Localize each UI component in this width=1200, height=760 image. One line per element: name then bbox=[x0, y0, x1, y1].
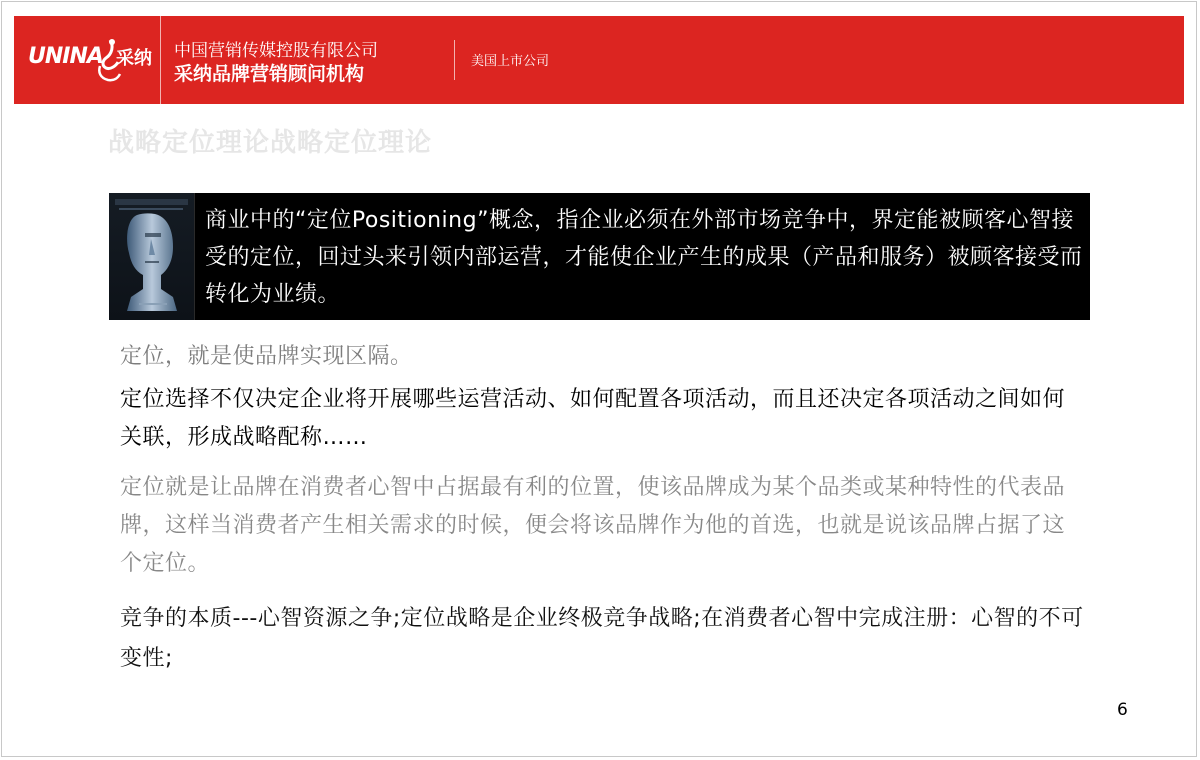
logo-chinese-text: 采纳 bbox=[116, 48, 152, 69]
listed-badge: 美国上市公司 bbox=[471, 54, 550, 69]
header-banner bbox=[14, 16, 1184, 104]
paragraph-strategic-fit: 定位选择不仅决定企业将开展哪些运营活动、如何配置各项活动，而且还决定各项活动之间如何关联，形成战略配称…… bbox=[120, 387, 1066, 450]
logo-latin-text: UNINA bbox=[28, 44, 103, 69]
head-sculpture-image bbox=[109, 193, 195, 320]
page-number: 6 bbox=[1117, 700, 1128, 720]
paragraph-competition-essence: 竞争的本质---心智资源之争;定位战略是企业终极竞争战略;在消费者心智中完成注册：心智的不可变性; bbox=[120, 606, 1084, 671]
definition-text: 商业中的“定位Positioning”概念，指企业必须在外部市场竞争中，界定能被顾客心智接受的定位，回过头来引领内部运营，才能使企业产生的成果（产品和服务）被顾客接受而转化为业绩。 bbox=[205, 208, 1083, 307]
agency-name: 采纳品牌营销顾问机构 bbox=[174, 63, 365, 85]
header-divider bbox=[160, 16, 161, 104]
paragraph-mind-position: 定位就是让品牌在消费者心智中占据最有利的位置，使该品牌成为某个品类或某种特性的代表品牌，这样当消费者产生相关需求的时候，便会将该品牌作为他的首选，也就是说该品牌占据了这个定位。 bbox=[120, 475, 1066, 576]
company-logo bbox=[24, 30, 164, 90]
slide-title: 战略定位理论战略定位理论 bbox=[108, 128, 433, 158]
paragraph-differentiation: 定位，就是使品牌实现区隔。 bbox=[120, 344, 413, 369]
definition-box bbox=[109, 193, 1090, 320]
company-name: 中国营销传媒控股有限公司 bbox=[174, 41, 378, 61]
header-divider-2 bbox=[454, 40, 455, 80]
head-sculpture-icon bbox=[109, 193, 194, 320]
